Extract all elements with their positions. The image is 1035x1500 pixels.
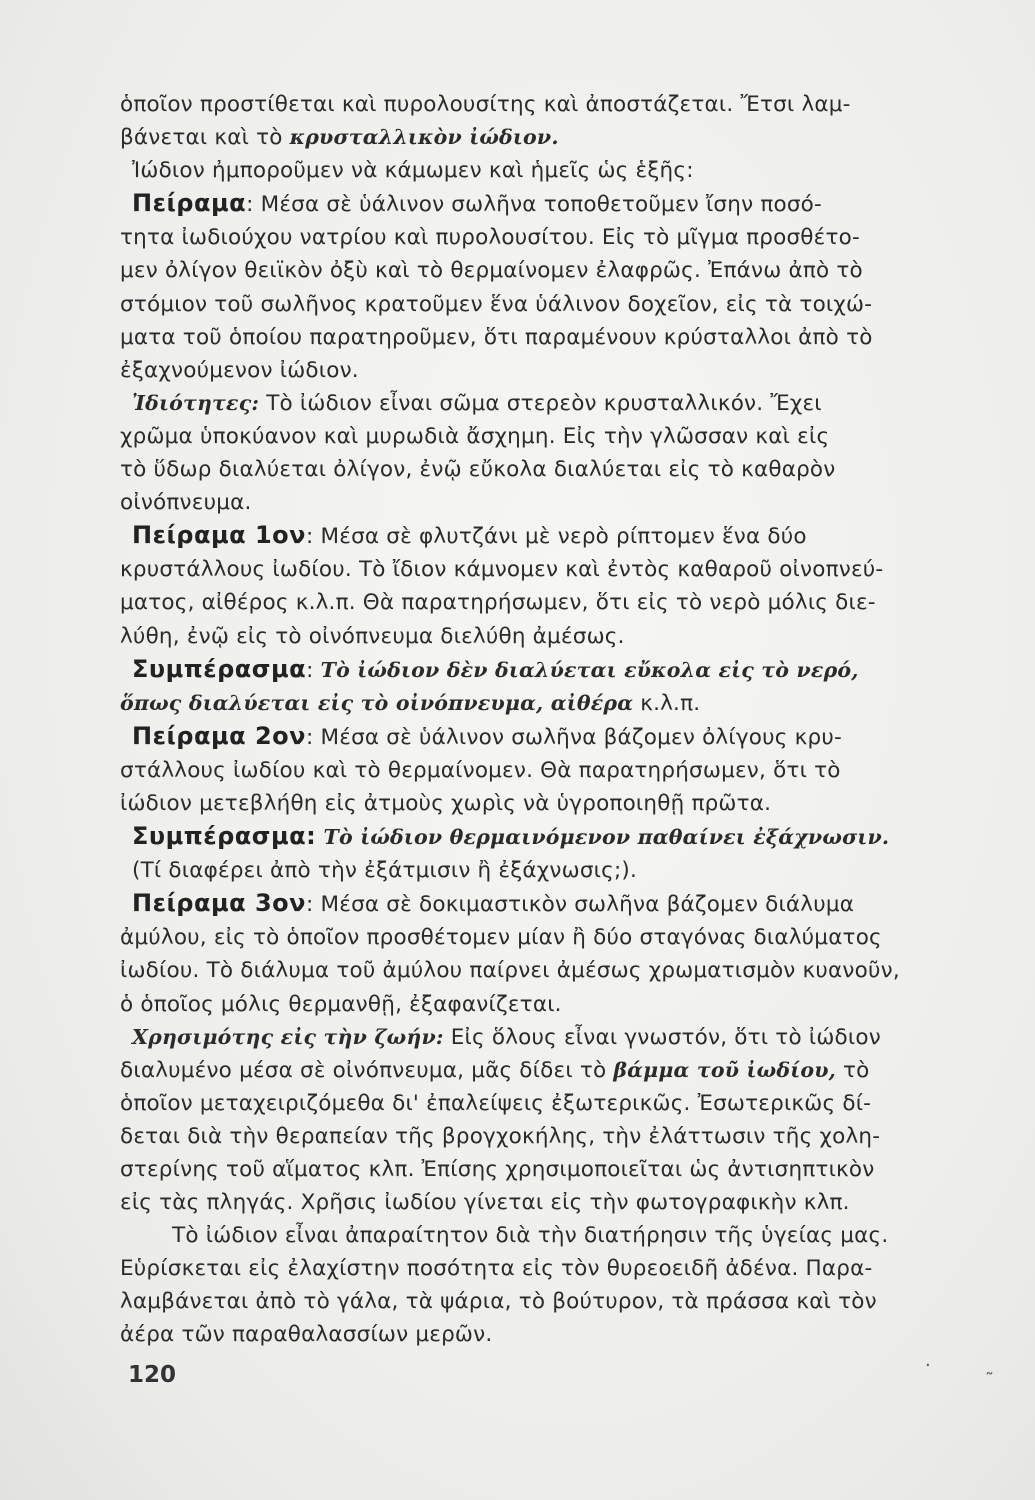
label-conclusion-1: Συμπέρασμα xyxy=(132,654,307,683)
text-line: εἰς τὰς πληγάς. Χρῆσις ἰωδίου γίνεται εἰς τὴν φωτογραφικὴν κλπ. xyxy=(120,1190,850,1216)
text-line: ὁποῖον προστίθεται καὶ πυρολουσίτης καὶ ἀποστάζεται. Ἔτσι λαμ- xyxy=(120,92,851,117)
text-line: ὁποῖον μεταχειριζόμεθα δι' ἐπαλείψεις ἐξωτερικῶς. Ἐσωτερικῶς δί- xyxy=(120,1090,872,1116)
text-line: στάλλους ἰωδίου καὶ τὸ θερμαίνομεν. Θὰ παρατηρήσωμεν, ὅτι τὸ xyxy=(120,757,841,783)
text-line: λαμβάνεται ἀπὸ τὸ γάλα, τὰ ψάρια, τὸ βούτυρον, τὰ πράσσα καὶ τὸν xyxy=(120,1289,877,1315)
usefulness-heading: Χρησιμότης εἰς τὴν ζωήν: Εἰς ὅλους εἶναι γνωστόν, ὅτι τὸ ἰώδιον xyxy=(132,1024,881,1050)
text-line: δεται διὰ τὴν θεραπείαν τῆς βρογχοκήλης, τὴν ἐλάττωσιν τῆς χολη- xyxy=(120,1123,881,1149)
text-line: ἐξαχνούμενον ἰώδιον. xyxy=(120,357,359,383)
label-experiment: Πείραμα xyxy=(132,189,247,218)
text-line: ὅπως διαλύεται εἰς τὸ οἰνόπνευμα, αἰθέρα κ.λ.π. xyxy=(120,690,701,716)
label-experiment-2: Πείραμα 2ον xyxy=(132,721,307,750)
text-line: ματα τοῦ ὁποίου παρατηροῦμεν, ὅτι παραμένουν κρύσταλλοι ἀπὸ τὸ xyxy=(120,324,873,350)
term-iodine-tincture: βάμμα τοῦ ἰωδίου, xyxy=(613,1057,836,1082)
experiment-heading: Πείραμα: Μέσα σὲ ὑάλινον σωλῆνα τοποθετοῦμεν ἴσην ποσό- xyxy=(132,189,822,218)
text-line: Εὑρίσκεται εἰς ἐλαχίστην ποσότητα εἰς τὸν θυρεοειδῆ ἀδένα. Παρα- xyxy=(120,1256,873,1282)
properties-heading: Ἰδιότητες: Τὸ ἰώδιον εἶναι σῶμα στερεὸν κρυσταλλικόν. Ἔχει xyxy=(132,390,822,416)
text-line: Ἰώδιον ἠμποροῦμεν νὰ κάμωμεν καὶ ἡμεῖς ὡς ἑξῆς: xyxy=(132,158,694,184)
text-line: στόμιον τοῦ σωλῆνος κρατοῦμεν ἕνα ὑάλινον δοχεῖον, εἰς τὰ τοιχώ- xyxy=(120,291,873,317)
conclusion-2-heading: Συμπέρασμα: Τὸ ἰώδιον θερμαινόμενον παθαίνει ἐξάχνωσιν. xyxy=(132,822,890,851)
text-line: λύθη, ἐνῷ εἰς τὸ οἰνόπνευμα διελύθη ἀμέσως. xyxy=(120,623,625,649)
print-speck-icon: · xyxy=(925,1355,931,1376)
text-line: κρυστάλλους ἰωδίου. Τὸ ἴδιον κάμνομεν καὶ ἐντὸς καθαροῦ οἰνοπνεύ- xyxy=(120,557,884,583)
text-line: ὁ ὁποῖος μόλις θερμανθῇ, ἐξαφανίζεται. xyxy=(120,991,562,1017)
page-number: 120 xyxy=(128,1362,177,1388)
experiment-3-heading: Πείραμα 3ον: Μέσα σὲ δοκιμαστικὸν σωλῆνα βάζομεν διάλυμα xyxy=(132,889,855,918)
text-line: τητα ἰωδιούχου νατρίου καὶ πυρολουσίτου. Εἰς τὸ μῖγμα προσθέτο- xyxy=(120,225,860,251)
text-line: χρῶμα ὑποκύανον καὶ μυρωδιὰ ἄσχημη. Εἰς τὴν γλῶσσαν καὶ εἰς xyxy=(120,423,830,449)
experiment-2-heading: Πείραμα 2ον: Μέσα σὲ ὑάλινον σωλῆνα βάζομεν ὀλίγους κρυ- xyxy=(132,721,842,750)
text-line: διαλυμένο μέσα σὲ οἰνόπνευμα, μᾶς δίδει τὸ βάμμα τοῦ ἰωδίου, τὸ xyxy=(120,1057,870,1083)
page-body xyxy=(120,88,963,1352)
text-line: ἰωδίου. Τὸ διάλυμα τοῦ ἀμύλου παίρνει ἀμέσως χρωματισμὸν κυανοῦν, xyxy=(120,958,900,984)
label-properties: Ἰδιότητες: xyxy=(132,390,260,415)
label-experiment-3: Πείραμα 3ον xyxy=(132,889,307,918)
label-experiment-1: Πείραμα 1ον xyxy=(132,521,307,550)
text-line: Τὸ ἰώδιον εἶναι ἀπαραίτητον διὰ τὴν διατήρησιν τῆς ὑγείας μας. xyxy=(172,1223,889,1249)
conclusion-1-heading: Συμπέρασμα: Τὸ ἰώδιον δὲν διαλύεται εὔκολα εἰς τὸ νερό, xyxy=(132,654,859,683)
text-line: στερίνης τοῦ αἵματος κλπ. Ἐπίσης χρησιμοποιεῖται ὡς ἀντισηπτικὸν xyxy=(120,1157,875,1182)
text-line: ἰώδιον μετεβλήθη εἰς ἀτμοὺς χωρὶς νὰ ὑγροποιηθῇ πρῶτα. xyxy=(120,790,772,816)
text-line: (Τί διαφέρει ἀπὸ τὴν ἐξάτμισιν ἢ ἐξάχνωσις;). xyxy=(132,858,638,884)
text-line: βάνεται καὶ τὸ κρυσταλλικὸν ἰώδιον. xyxy=(120,125,559,151)
experiment-1-heading: Πείραμα 1ον: Μέσα σὲ φλυτζάνι μὲ νερὸ ρίπτομεν ἕνα δύο xyxy=(132,521,807,550)
text-line: ἀμύλου, εἰς τὸ ὁποῖον προσθέτομεν μίαν ἢ δύο σταγόνας διαλύματος xyxy=(120,925,882,951)
term-crystalline-iodine: κρυσταλλικὸν ἰώδιον. xyxy=(289,125,559,150)
text-line: ματος, αἰθέρος κ.λ.π. Θὰ παρατηρήσωμεν, ὅτι εἰς τὸ νερὸ μόλις διε- xyxy=(120,590,876,616)
text-line: μεν ὀλίγον θειϊκὸν ὀξὺ καὶ τὸ θερμαίνομεν ἐλαφρῶς. Ἐπάνω ἀπὸ τὸ xyxy=(120,258,863,284)
print-speck-icon: ˜ xyxy=(985,1370,994,1391)
text-line: ἀέρα τῶν παραθαλασσίων μερῶν. xyxy=(120,1322,493,1348)
text-line: οἰνόπνευμα. xyxy=(120,490,252,516)
label-usefulness: Χρησιμότης εἰς τὴν ζωήν: xyxy=(132,1024,444,1049)
text-line: τὸ ὕδωρ διαλύεται ὀλίγον, ἐνῷ εὔκολα διαλύεται εἰς τὸ καθαρὸν xyxy=(120,457,836,483)
label-conclusion-2: Συμπέρασμα: xyxy=(132,822,317,851)
